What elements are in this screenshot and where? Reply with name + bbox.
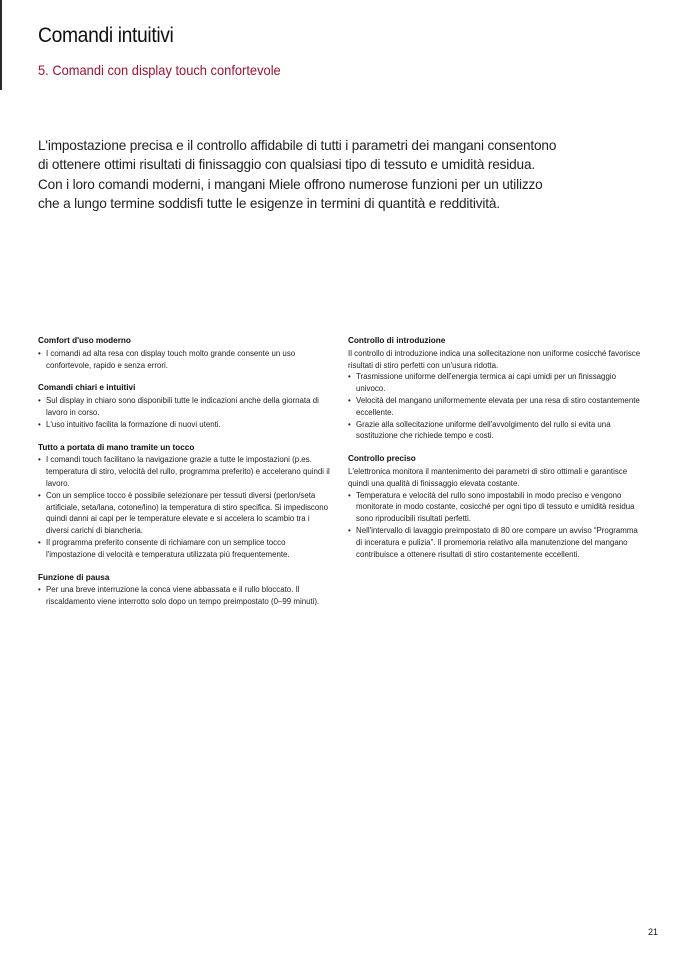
left-column xyxy=(38,335,330,619)
section-text: Il controllo di introduzione indica una sollecitazione non uniforme cosicché favorisce risultati di stiro perfetti con un'usura ridotta. xyxy=(348,348,641,370)
page-edge-bar xyxy=(0,0,2,90)
page-subtitle: 5. Comandi con display touch confortevole xyxy=(38,62,281,78)
section-heading: Controllo di introduzione xyxy=(348,336,446,345)
bullet-item: • Nell'intervallo di lavaggio preimpostato di 80 ore compare un avviso “Programma di inceratura e pulizia”. Il promemoria relativo alla manutenzione del mangano contribuisce a ottenere risultati di stiro costantemente eccellenti. xyxy=(348,525,644,560)
section-heading: Funzione di pausa xyxy=(38,572,110,582)
bullet-item: • I comandi touch facilitano la navigazione grazie a tutte le impostazioni (p.es. temperatura di stiro, velocità del rullo, programma preferito) e accelerano quindi il lavoro. xyxy=(38,454,330,489)
section-heading: Comandi chiari e intuitivi xyxy=(38,383,136,393)
section-heading: Controllo preciso xyxy=(348,454,416,464)
bullet-item: • Sul display in chiaro sono disponibili tutte le indicazioni anche della giornata di lavoro in corso. xyxy=(38,395,330,419)
bullet-item: • Temperatura e velocità del rullo sono impostabili in modo preciso e vengono monitorate in modo costante, cosicché per ogni tipo di tessuto e umidità residua sono riproducibili risultati perfetti. xyxy=(348,490,644,525)
bullet-item: • Velocità del mangano uniformemente elevata per una resa di stiro costantemente eccellente. xyxy=(348,395,644,419)
section-tutto-a-portata xyxy=(38,442,330,561)
section-heading: Tutto a portata di mano tramite un tocco xyxy=(38,442,195,452)
section-pausa xyxy=(38,572,330,608)
section-comandi-chiari xyxy=(38,382,330,430)
page-number: 21 xyxy=(648,927,659,937)
section-comfort xyxy=(38,335,330,371)
section-text: L'elettronica monitora il mantenimento dei parametri di stiro ottimali e garantisce quindi una qualità di finissaggio elevata costante. xyxy=(348,466,628,488)
section-controllo-preciso xyxy=(348,453,644,560)
bullet-item: • Per una breve interruzione la conca viene abbassata e il rullo bloccato. Il riscaldamento viene interrotto solo dopo un tempo preimpostato (0–99 minuti). xyxy=(38,584,330,608)
bullet-item: • Il programma preferito consente di richiamare con un semplice tocco l'impostazione di velocità e temperatura utilizzata più frequentemente. xyxy=(38,537,330,561)
right-column xyxy=(348,335,644,571)
bullet-item: • Trasmissione uniforme dell'energia termica ai capi umidi per un finissaggio univoco. xyxy=(348,371,644,395)
bullet-item: • I comandi ad alta resa con display touch molto grande consente un uso confortevole, rapido e senza errori. xyxy=(38,348,330,372)
page-title: Comandi intuitivi xyxy=(38,24,174,47)
bullet-item: • Grazie alla sollecitazione uniforme dell'avvolgimento del rullo si evita una sostituzione che richiede tempo e costi. xyxy=(348,419,644,443)
bullet-item: • L'uso intuitivo facilita la formazione di nuovi utenti. xyxy=(38,419,330,431)
section-controllo-introduzione xyxy=(348,335,644,442)
section-heading: Comfort d'uso moderno xyxy=(38,336,131,345)
intro-text: L'impostazione precisa e il controllo affidabile di tutti i parametri dei mangani consentono di ottenere ottimi risultati di finissaggio con qualsiasi tipo di tessuto e umidità residua. Con i loro comandi moderni, i mangani Miele offrono numerose funzioni per un utilizzo che a lungo termine soddisfi tutte le esigenze in termini di quantità e redditività. xyxy=(38,138,557,212)
bullet-item: • Con un semplice tocco è possibile selezionare per tessuti diversi (perlon/seta artificiale, seta/lana, cotone/lino) la temperatura di stiro specifica. Si impediscono quindi danni ai capi per le temperature elevate e si accelera lo scambio tra i diversi carichi di biancheria. xyxy=(38,490,330,537)
intro-paragraph xyxy=(38,136,558,214)
